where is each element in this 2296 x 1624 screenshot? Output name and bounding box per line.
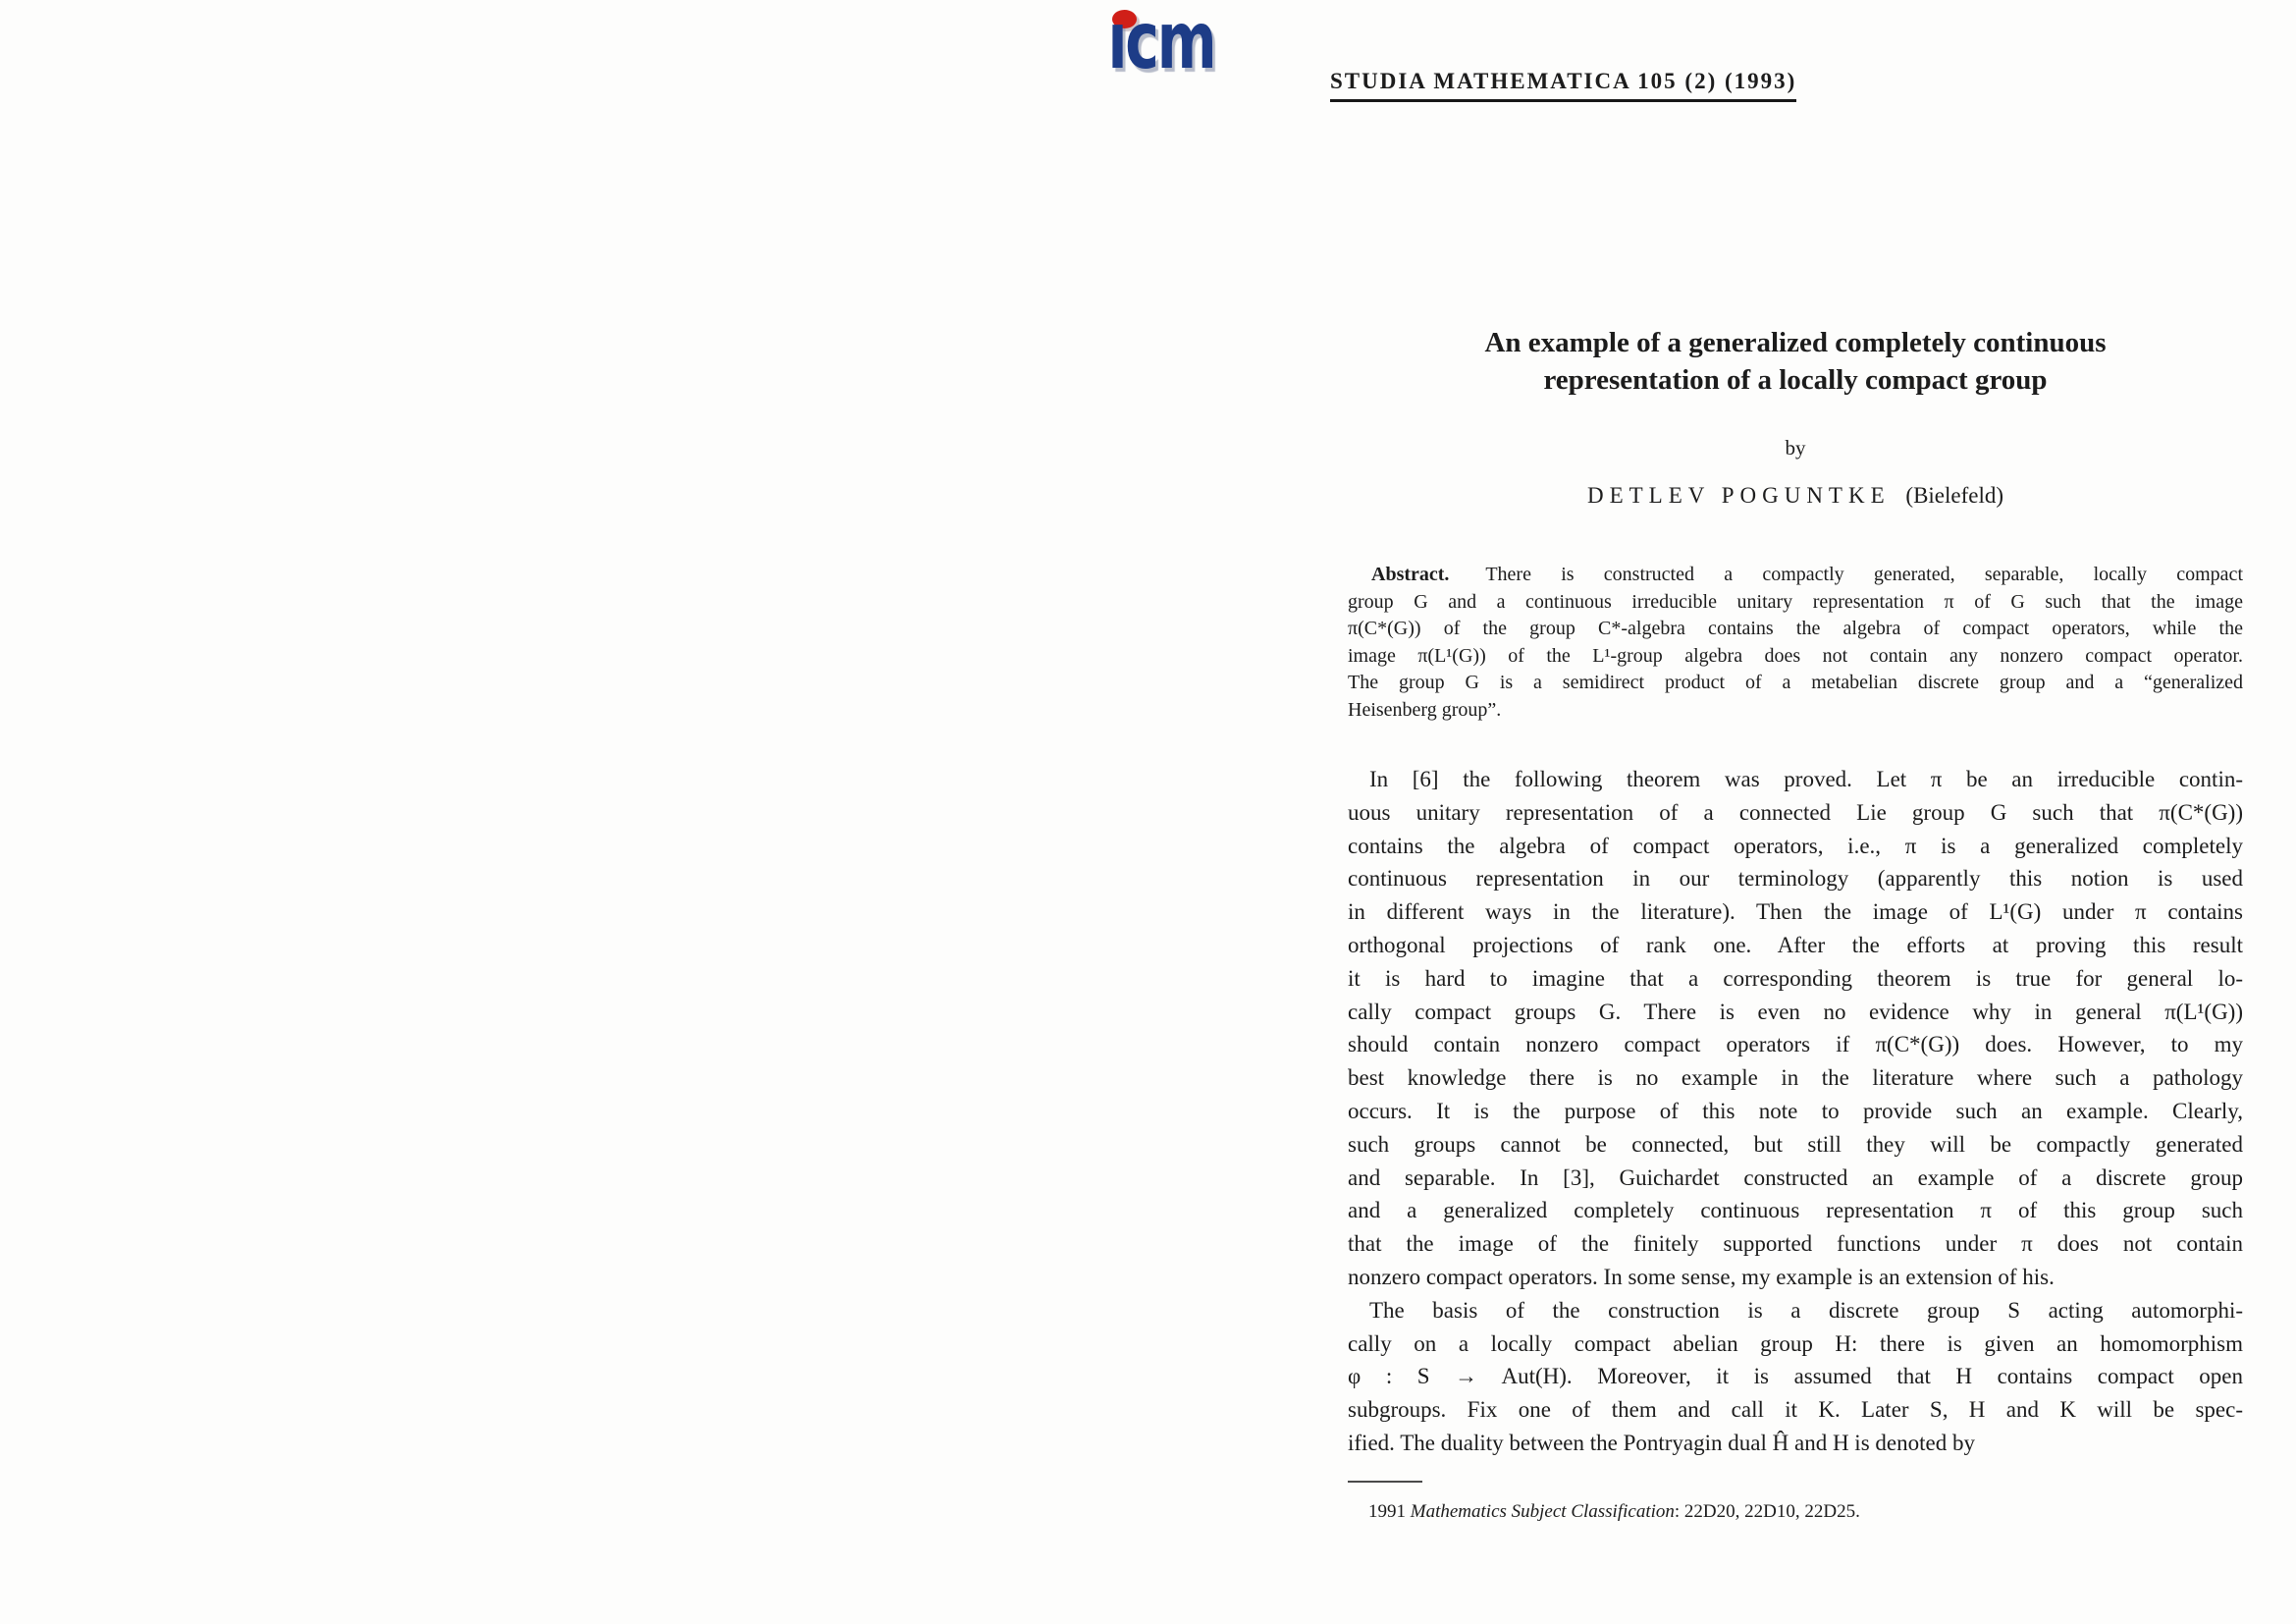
text-line: it is hard to imagine that a corresponding theorem is true for general lo-	[1348, 965, 2243, 991]
author-name: DETLEV POGUNTKE	[1586, 483, 1891, 508]
text-line: group G and a continuous irreducible unitary representation π of G such that the image	[1348, 590, 2243, 613]
abstract-label: Abstract.	[1371, 564, 1450, 585]
author-affiliation: (Bielefeld)	[1905, 483, 2004, 508]
text-line: ified. The duality between the Pontryagin dual Ĥ and H is denoted by	[1348, 1430, 1975, 1455]
icm-logo	[1088, 2, 1225, 92]
footnote-codes: : 22D20, 22D10, 22D25.	[1674, 1501, 1860, 1522]
text-line: image π(L¹(G)) of the L¹-group algebra does not contain any nonzero compact operator.	[1348, 644, 2243, 667]
text-line: occurs. It is the purpose of this note to provide such an example. Clearly,	[1348, 1098, 2243, 1123]
text-line: π(C*(G)) of the group C*-algebra contains the algebra of compact operators, while the	[1348, 618, 2243, 639]
text-line: orthogonal projections of rank one. After the efforts at proving this result	[1348, 932, 2243, 957]
text-line: subgroups. Fix one of them and call it K. Later S, H and K will be spec-	[1348, 1397, 2243, 1423]
article-title	[1348, 324, 2243, 399]
text-line: Heisenberg group”.	[1348, 698, 1502, 721]
text-line: should contain nonzero compact operators if π(C*(G)) does. However, to my	[1348, 1032, 2243, 1057]
footnote-rule	[1348, 1481, 1422, 1483]
text-line: such groups cannot be connected, but still they will be compactly generated	[1348, 1131, 2243, 1157]
text-line: best knowledge there is no example in the literature where such a pathology	[1348, 1065, 2243, 1091]
text-line: In [6] the following theorem was proved. Let π be an irreducible contin-	[1369, 767, 2243, 791]
body-text	[1348, 763, 2243, 1460]
text-line: The group G is a semidirect product of a metabelian discrete group and a “generalized	[1348, 672, 2243, 693]
text-line: and a generalized completely continuous representation π of this group such	[1348, 1198, 2243, 1223]
abstract	[1348, 562, 2243, 724]
paragraph-1	[1348, 763, 2243, 1294]
footnote-year: 1991	[1368, 1501, 1411, 1522]
paragraph-2	[1348, 1294, 2243, 1460]
abstract-first-line	[1348, 562, 2243, 589]
title-line-2: representation of a locally compact group	[1543, 364, 2048, 396]
author-line	[1348, 483, 2243, 509]
text-line: nonzero compact operators. In some sense, my example is an extension of his.	[1348, 1264, 2055, 1289]
abstract-first-line-text: There is constructed a compactly generated, separable, locally compact	[1485, 564, 2243, 585]
text-line: and separable. In [3], Guichardet constructed an example of a discrete group	[1348, 1164, 2243, 1190]
icm-logo-text: ıcm	[1107, 0, 1215, 86]
text-line: in different ways in the literature). Then the image of L¹(G) under π contains	[1348, 899, 2243, 925]
text-line: uous unitary representation of a connected Lie group G such that π(C*(G))	[1348, 799, 2243, 825]
journal-header: STUDIA MATHEMATICA 105 (2) (1993)	[1330, 69, 1796, 102]
text-line: that the image of the finitely supported functions under π does not contain	[1348, 1231, 2243, 1257]
text-line: The basis of the construction is a discrete group S acting automorphi-	[1369, 1297, 2243, 1323]
abstract-lines	[1348, 589, 2243, 725]
text-line: continuous representation in our terminology (apparently this notion is used	[1348, 866, 2243, 892]
text-line: φ : S → Aut(H). Moreover, it is assumed that H contains compact open	[1348, 1364, 2243, 1389]
text-line: cally compact groups G. There is even no evidence why in general π(L¹(G))	[1348, 999, 2243, 1024]
footnote-classification-label: Mathematics Subject Classification	[1410, 1501, 1675, 1522]
text-line: cally on a locally compact abelian group H: there is given an homomorphism	[1348, 1330, 2243, 1356]
title-line-1: An example of a generalized completely continuous	[1484, 327, 2107, 358]
footnote	[1368, 1501, 1860, 1523]
text-line: contains the algebra of compact operators, i.e., π is a generalized completely	[1348, 833, 2243, 858]
byline: by	[1785, 436, 1806, 460]
